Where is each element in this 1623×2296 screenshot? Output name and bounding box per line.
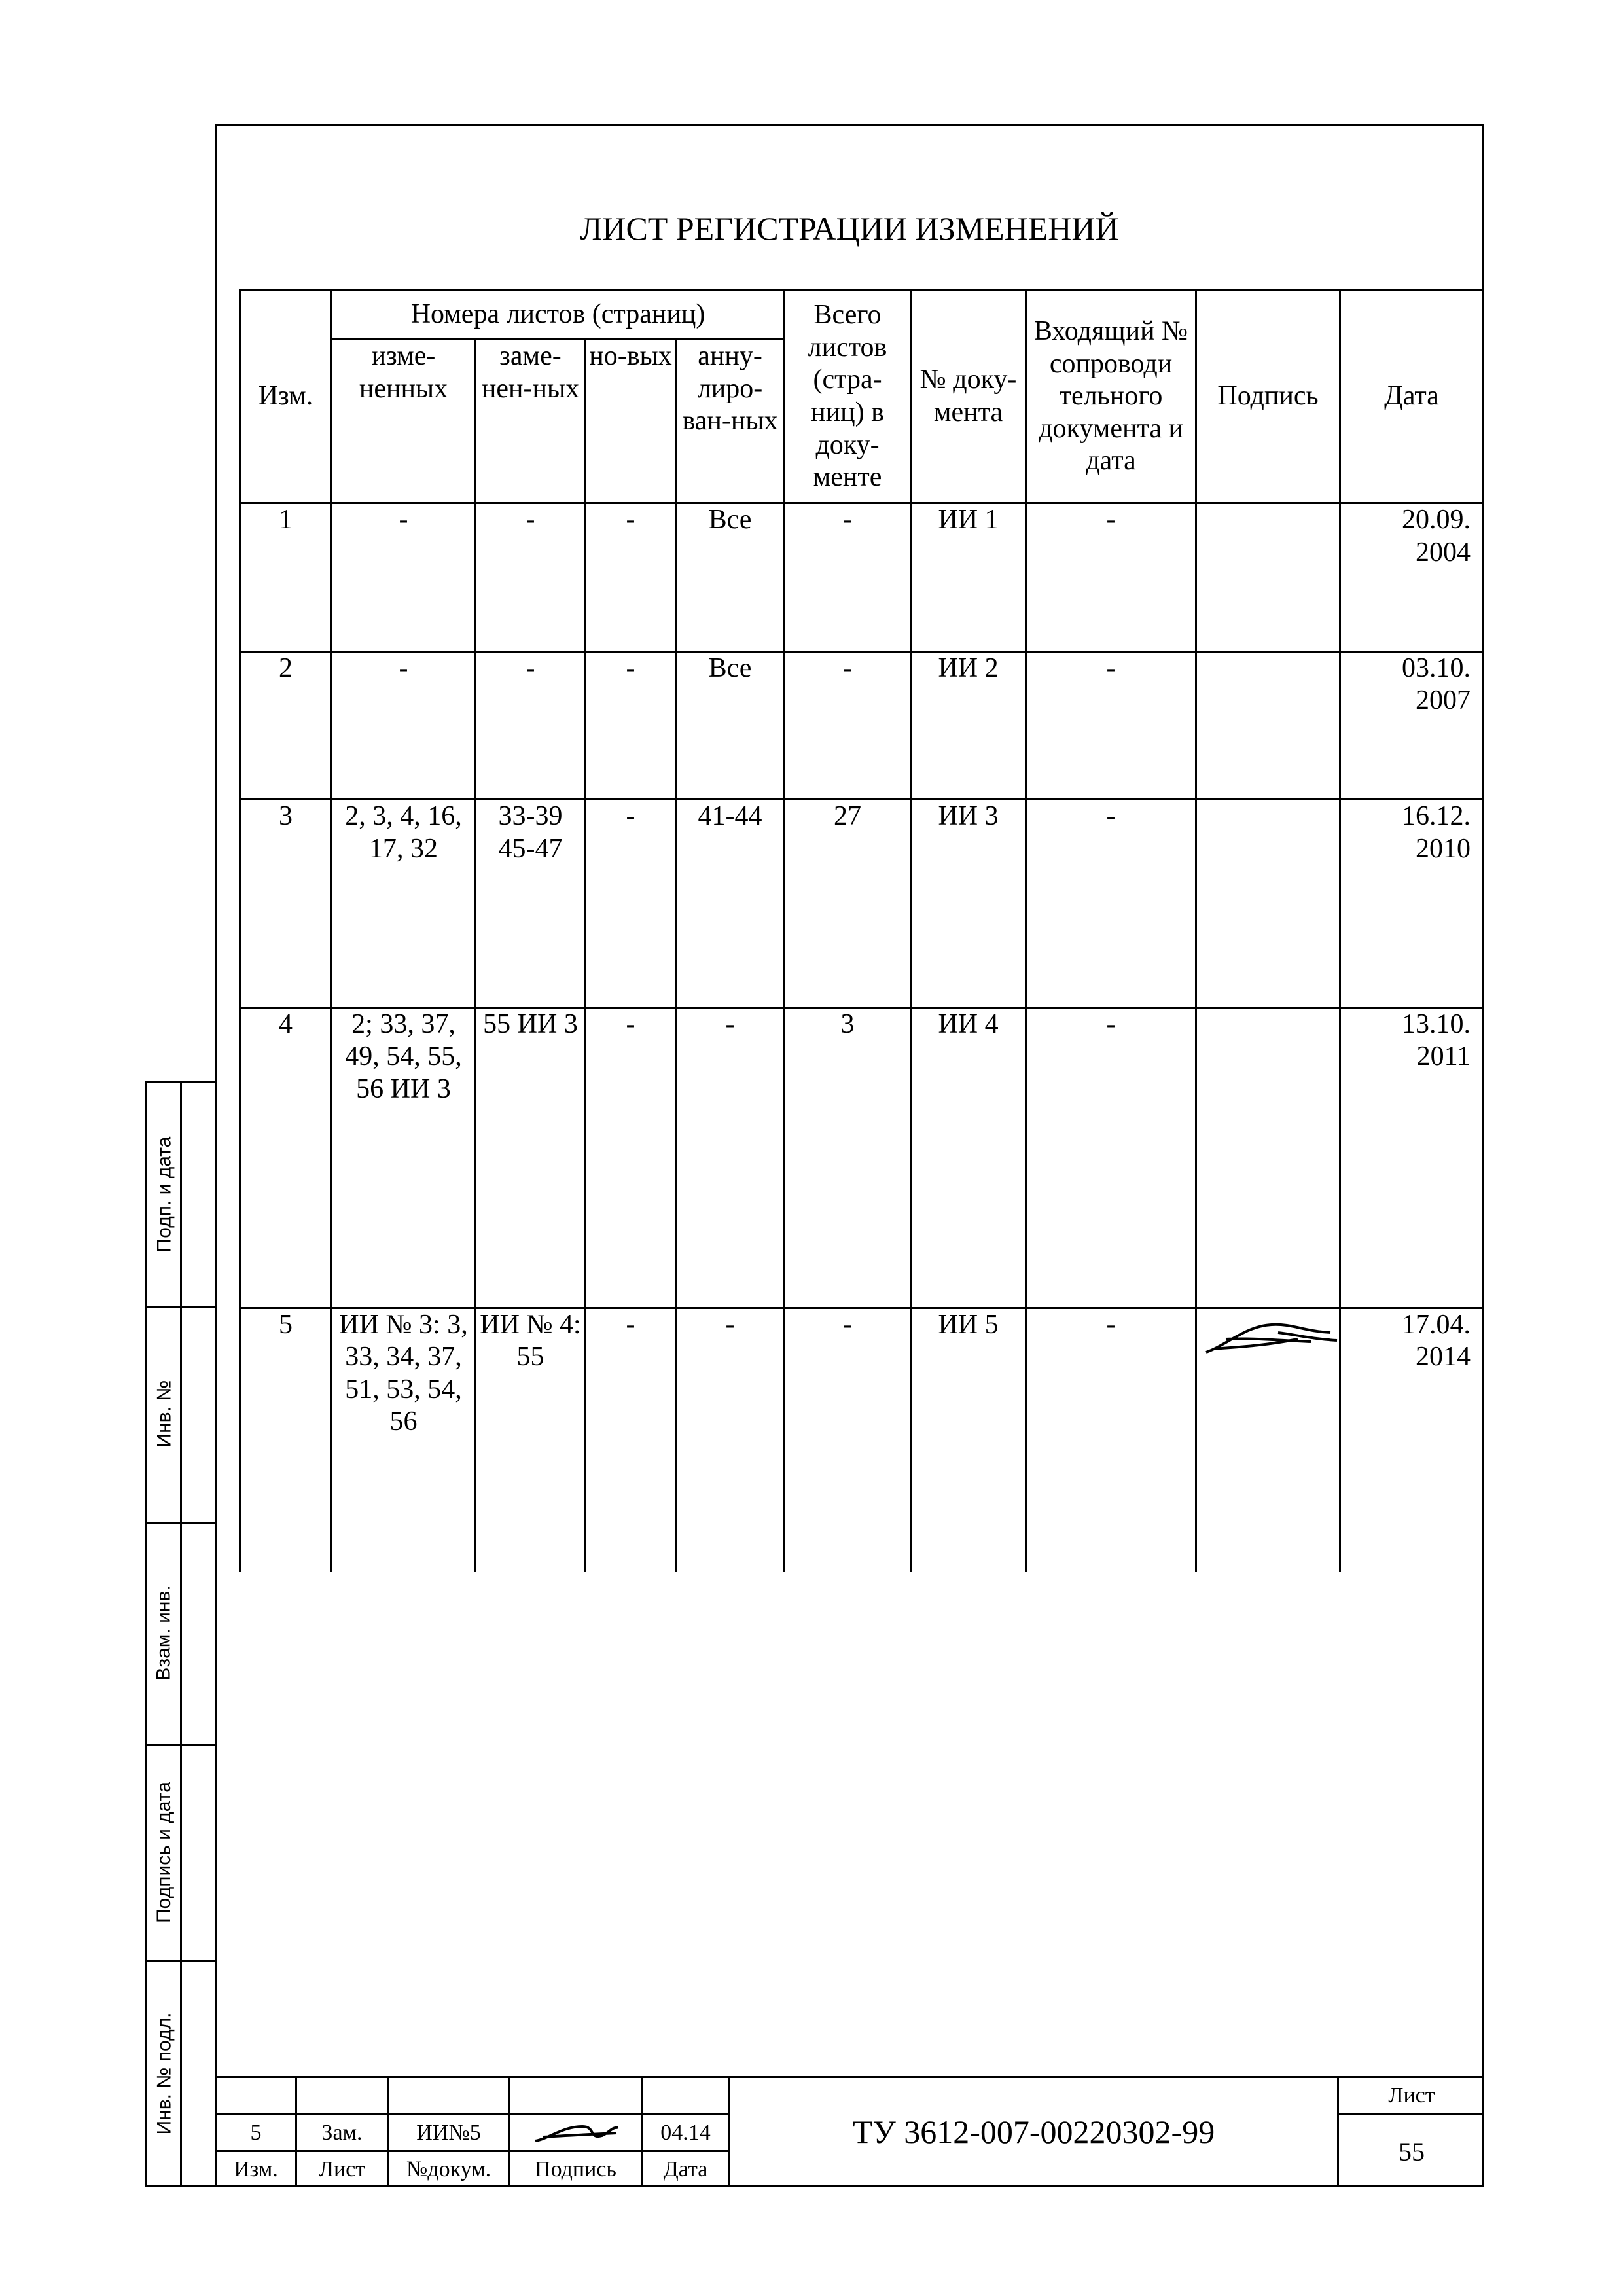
cell-incoming: - bbox=[1026, 1007, 1196, 1308]
cell-new: - bbox=[586, 1308, 676, 1572]
cell-signature bbox=[1196, 651, 1340, 800]
margin-label-podpis-date: Подпись и дата bbox=[153, 1782, 175, 1923]
tb-doc-label: №докум. bbox=[406, 2157, 491, 2181]
cell-replaced: ИИ № 4: 55 bbox=[476, 1308, 586, 1572]
tb-date-label: Дата bbox=[663, 2157, 708, 2181]
header-changed: изме-ненных bbox=[332, 340, 476, 503]
header-izm: Изм. bbox=[240, 291, 332, 503]
cell-incoming: - bbox=[1026, 1308, 1196, 1572]
cell-izm: 5 bbox=[240, 1308, 332, 1572]
cell-annulled: - bbox=[676, 1308, 785, 1572]
tb-list-value: Зам. bbox=[321, 2120, 363, 2145]
document-code: ТУ 3612-007-00220302-99 bbox=[852, 2113, 1215, 2150]
tb-doc-value: ИИ№5 bbox=[416, 2120, 481, 2145]
header-sheet-numbers: Номера листов (страниц) bbox=[332, 291, 785, 340]
cell-date: 03.10. 2007 bbox=[1340, 651, 1484, 800]
cell-signature bbox=[1196, 800, 1340, 1008]
cell-replaced: 33-39 45-47 bbox=[476, 800, 586, 1008]
title-block bbox=[217, 2076, 1484, 2187]
cell-doc: ИИ 3 bbox=[911, 800, 1026, 1008]
cell-replaced: - bbox=[476, 651, 586, 800]
cell-date: 20.09. 2004 bbox=[1340, 503, 1484, 652]
cell-date: 17.04. 2014 bbox=[1340, 1308, 1484, 1572]
table-row bbox=[240, 651, 1484, 800]
header-new: но-вых bbox=[586, 340, 676, 503]
page-title: ЛИСТ РЕГИСТРАЦИИ ИЗМЕНЕНИЙ bbox=[580, 210, 1119, 247]
cell-new: - bbox=[586, 651, 676, 800]
signature-image bbox=[1200, 1313, 1344, 1365]
cell-annulled: Все bbox=[676, 651, 785, 800]
cell-changed: ИИ № 3: 3, 33, 34, 37, 51, 53, 54, 56 bbox=[332, 1308, 476, 1572]
cell-annulled: - bbox=[676, 1007, 785, 1308]
cell-total: 27 bbox=[785, 800, 911, 1008]
margin-label-inv-no-podl: Инв. № подл. bbox=[153, 2012, 175, 2134]
cell-incoming: - bbox=[1026, 800, 1196, 1008]
header-signature: Подпись bbox=[1196, 291, 1340, 503]
margin-label-podp-date: Подп. и дата bbox=[153, 1136, 175, 1253]
table-row bbox=[240, 800, 1484, 1008]
cell-new: - bbox=[586, 800, 676, 1008]
cell-changed: - bbox=[332, 503, 476, 652]
cell-doc: ИИ 1 bbox=[911, 503, 1026, 652]
cell-total: 3 bbox=[785, 1007, 911, 1308]
cell-replaced: 55 ИИ 3 bbox=[476, 1007, 586, 1308]
cell-changed: 2, 3, 4, 16, 17, 32 bbox=[332, 800, 476, 1008]
cell-doc: ИИ 4 bbox=[911, 1007, 1026, 1308]
cell-izm: 3 bbox=[240, 800, 332, 1008]
tb-date-value: 04.14 bbox=[660, 2120, 711, 2145]
header-replaced: заме-нен-ных bbox=[476, 340, 586, 503]
cell-signature bbox=[1196, 503, 1340, 652]
cell-signature bbox=[1196, 1007, 1340, 1308]
cell-total: - bbox=[785, 503, 911, 652]
cell-date: 16.12. 2010 bbox=[1340, 800, 1484, 1008]
cell-annulled: Все bbox=[676, 503, 785, 652]
margin-label-vzam-inv: Взам. инв. bbox=[153, 1585, 175, 1681]
cell-izm: 4 bbox=[240, 1007, 332, 1308]
tb-list-label: Лист bbox=[318, 2157, 366, 2181]
margin-label-inv-no: Инв. № bbox=[153, 1380, 175, 1448]
cell-date: 13.10. 2011 bbox=[1340, 1007, 1484, 1308]
cell-incoming: - bbox=[1026, 651, 1196, 800]
tb-signature bbox=[510, 2115, 641, 2150]
header-date: Дата bbox=[1340, 291, 1484, 503]
margin-strip bbox=[145, 1081, 217, 2187]
cell-changed: 2; 33, 37, 49, 54, 55, 56 ИИ 3 bbox=[332, 1007, 476, 1308]
cell-signature bbox=[1196, 1308, 1340, 1572]
cell-doc: ИИ 2 bbox=[911, 651, 1026, 800]
cell-annulled: 41-44 bbox=[676, 800, 785, 1008]
table-row bbox=[240, 1308, 1484, 1572]
table-row bbox=[240, 1007, 1484, 1308]
cell-total: - bbox=[785, 1308, 911, 1572]
sheet-number: 55 bbox=[1399, 2136, 1425, 2166]
cell-doc: ИИ 5 bbox=[911, 1308, 1026, 1572]
cell-izm: 2 bbox=[240, 651, 332, 800]
cell-new: - bbox=[586, 1007, 676, 1308]
table-row bbox=[240, 503, 1484, 652]
cell-incoming: - bbox=[1026, 503, 1196, 652]
cell-total: - bbox=[785, 651, 911, 800]
header-total: Всего листов (стра-ниц) в доку-менте bbox=[785, 291, 911, 503]
header-incoming: Входящий № сопроводи тельного документа и дата bbox=[1026, 291, 1196, 503]
header-annulled: анну-лиро-ван-ных bbox=[676, 340, 785, 503]
tb-signature-image bbox=[530, 2119, 622, 2147]
header-doc-no: № доку-мента bbox=[911, 291, 1026, 503]
change-registration-table bbox=[239, 289, 1484, 1572]
sheet-label: Лист bbox=[1388, 2083, 1435, 2108]
cell-izm: 1 bbox=[240, 503, 332, 652]
cell-new: - bbox=[586, 503, 676, 652]
tb-izm-value: 5 bbox=[250, 2120, 262, 2145]
cell-changed: - bbox=[332, 651, 476, 800]
tb-izm-label: Изм. bbox=[234, 2157, 278, 2181]
tb-sign-label: Подпись bbox=[535, 2157, 616, 2181]
cell-replaced: - bbox=[476, 503, 586, 652]
